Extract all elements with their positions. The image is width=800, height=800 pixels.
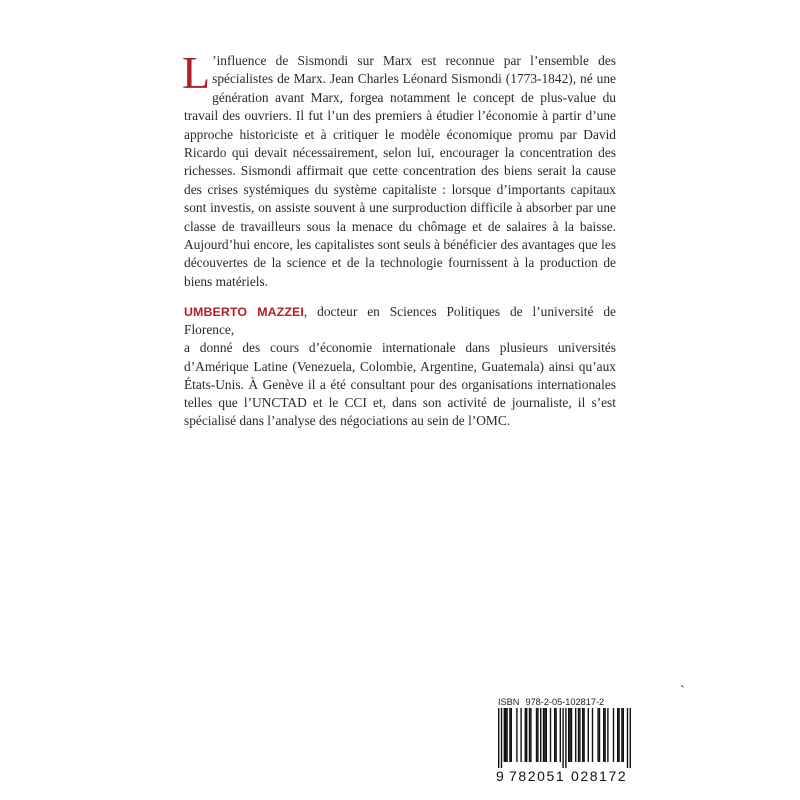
- barcode-bar: [536, 708, 537, 762]
- intro-text: ’influence de Sismondi sur Marx est reconnue par l’ensemble des spécialistes de Marx. Jean Charles Léonard Sismondi (1773-1842), né une génération avant Marx, forgea notamment le concept de plus-value du travail des ouvriers. Il fut l’un des premiers à étudier l’économie à partir d’une approche historiciste et à critiquer le modèle économique promu par David Ricardo qui devait nécessairement, selon lui, encourager la concentration des richesses. Sismondi affirmait que cette concentration des biens serait la cause des crises systémiques du système capitaliste : lorsque d’importants capitaux sont investis, on assiste souvent à une surproduction difficile à absorber par une classe de travailleurs sous la menace du chômage et de salaires à la baisse. Aujourd’hui encore, les capitalistes sont seuls à bénéficier des avantages que les découvertes de la science et de la technologie fournissent à la production de biens matériels.: [184, 53, 616, 289]
- barcode-bar: [571, 708, 572, 762]
- barcode-guard-bar: [565, 708, 566, 768]
- bio-first-line: [184, 303, 616, 339]
- barcode-bar: [623, 708, 624, 762]
- barcode-bar: [530, 708, 531, 762]
- barcode-bar: [555, 708, 556, 762]
- barcode-bar: [603, 708, 604, 762]
- barcode-bar: [509, 708, 510, 762]
- barcode-bar: [526, 708, 527, 762]
- intro-section: [182, 47, 616, 291]
- isbn-number: 978-2-05-102817-2: [525, 697, 605, 707]
- author-bio-paragraph: [184, 303, 616, 430]
- barcode-bar: [506, 708, 507, 762]
- barcode-bar: [618, 708, 619, 762]
- barcode-bar: [592, 708, 593, 762]
- barcode-bar: [613, 708, 614, 762]
- isbn-barcode: [496, 697, 638, 786]
- bio-first-line-text: , docteur en Sciences Politiques de l’université de Florence,: [184, 304, 616, 338]
- drop-cap: L: [182, 47, 211, 98]
- barcode-bar: [597, 708, 598, 762]
- barcode-bar: [617, 708, 618, 762]
- barcode-guard-bar: [627, 708, 628, 768]
- isbn-label: ISBN: [498, 697, 520, 707]
- corner-mark: `: [680, 684, 685, 699]
- barcode-bar: [537, 708, 538, 762]
- barcode-bar: [520, 708, 521, 762]
- barcode-bar: [583, 708, 584, 762]
- barcode-bar: [560, 708, 561, 762]
- barcode-bar: [550, 708, 551, 762]
- author-name: UMBERTO MAZZEI: [184, 305, 304, 319]
- barcode-bar: [544, 708, 545, 762]
- barcode-guard-bar: [630, 708, 631, 768]
- barcode-digits-left: 782051: [509, 768, 566, 784]
- barcode-bars: [498, 708, 636, 768]
- barcode-bar: [588, 708, 589, 762]
- barcode-bar: [569, 708, 570, 762]
- barcode-bar: [575, 708, 576, 762]
- barcode-bar: [516, 708, 517, 762]
- barcode-bar: [579, 708, 580, 762]
- barcode-digits-right: 028172: [571, 768, 628, 784]
- barcode-bar: [607, 708, 608, 762]
- barcode-bar: [568, 708, 569, 762]
- barcode-guard-bar: [562, 708, 563, 768]
- author-bio-section: [184, 303, 616, 430]
- barcode-bar: [599, 708, 600, 762]
- barcode-bar: [511, 708, 512, 762]
- barcode-bar: [582, 708, 583, 762]
- barcode-guard-bar: [498, 708, 499, 768]
- barcode-digit-first: 9: [496, 768, 504, 784]
- isbn-line: [498, 697, 638, 707]
- barcode-bar: [525, 708, 526, 762]
- barcode-bar: [621, 708, 622, 762]
- barcode-bar: [604, 708, 605, 762]
- intro-paragraph: [182, 47, 616, 291]
- barcode-bar: [543, 708, 544, 762]
- barcode-bar: [529, 708, 530, 762]
- barcode-bar: [578, 708, 579, 762]
- bio-text: a donné des cours d’économie internationale dans plusieurs universités d’Amérique Latine (Venezuela, Colombie, Argentine, Guatemala) ainsi qu’aux États-Unis. À Genève il a été consultant pour des organisations internationales telles que l’UNCTAD et le CCI et, dans son activité de journaliste, il s’est spécialisé dans l’analyse des négociations au sein de l’OMC.: [184, 340, 616, 429]
- barcode-bar: [554, 708, 555, 762]
- barcode-bar: [504, 708, 505, 762]
- barcode-digits: [496, 768, 638, 786]
- barcode-guard-bar: [501, 708, 502, 768]
- barcode-bar: [540, 708, 541, 762]
- barcode-bar: [546, 708, 547, 762]
- barcode-bar: [505, 708, 506, 762]
